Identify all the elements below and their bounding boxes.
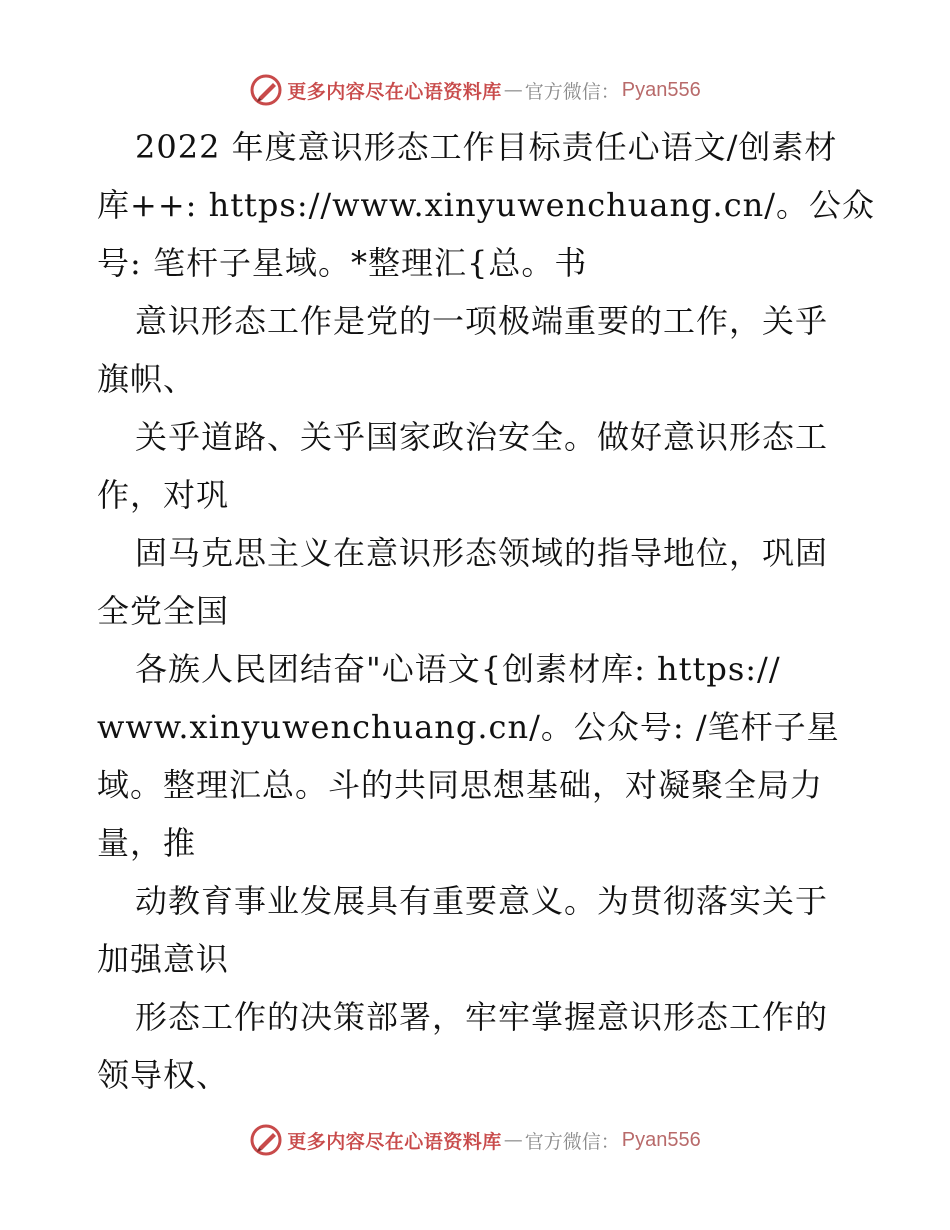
text-line: 作，对巩 — [97, 476, 230, 514]
text-line: 动教育事业发展具有重要意义。为贯彻落实关于 — [135, 882, 829, 920]
text-line: 号: 笔杆子星域。*整理汇{总。书 — [97, 244, 588, 282]
brand-logo-icon — [249, 73, 283, 107]
header-watermark-banner — [0, 70, 950, 110]
text-line: 加强意识 — [97, 940, 230, 978]
banner-dash: — — [503, 1129, 523, 1151]
text-line: 全党全国 — [97, 592, 230, 630]
text-line: 关乎道路、关乎国家政治安全。做好意识形态工 — [135, 418, 829, 456]
document-body — [97, 118, 876, 1104]
text-line: 意识形态工作是党的一项极端重要的工作，关乎 — [135, 302, 829, 340]
banner-brand-text: 更多内容尽在心语资料库 — [287, 80, 502, 103]
text-line: 各族人民团结奋"心语文{创素材库: https:// — [135, 650, 781, 688]
text-line: 领导权、 — [97, 1056, 230, 1094]
text-line: 2022 年度意识形态工作目标责任心语文/创素材 — [135, 128, 838, 166]
text-line: 量，推 — [97, 824, 197, 862]
text-line: 库++: https://www.xinyuwenchuang.cn/。公众 — [97, 186, 876, 224]
banner-brand-text: 更多内容尽在心语资料库 — [287, 1130, 502, 1153]
banner-official-label: 官方微信： — [524, 1130, 620, 1153]
text-line: 形态工作的决策部署，牢牢掌握意识形态工作的 — [135, 998, 829, 1036]
text-line: 域。整理汇总。斗的共同思想基础，对凝聚全局力 — [97, 766, 824, 804]
text-line: 旗帜、 — [97, 360, 197, 398]
footer-watermark-banner — [0, 1120, 950, 1160]
brand-logo-icon — [249, 1123, 283, 1157]
banner-wechat-id: Pyan556 — [621, 78, 701, 101]
banner-official-label: 官方微信： — [524, 80, 620, 103]
banner-wechat-id: Pyan556 — [621, 1128, 701, 1151]
banner-dash: — — [503, 79, 523, 101]
text-line: www.xinyuwenchuang.cn/。公众号: /笔杆子星 — [97, 708, 840, 746]
text-line: 固马克思主义在意识形态领域的指导地位，巩固 — [135, 534, 829, 572]
